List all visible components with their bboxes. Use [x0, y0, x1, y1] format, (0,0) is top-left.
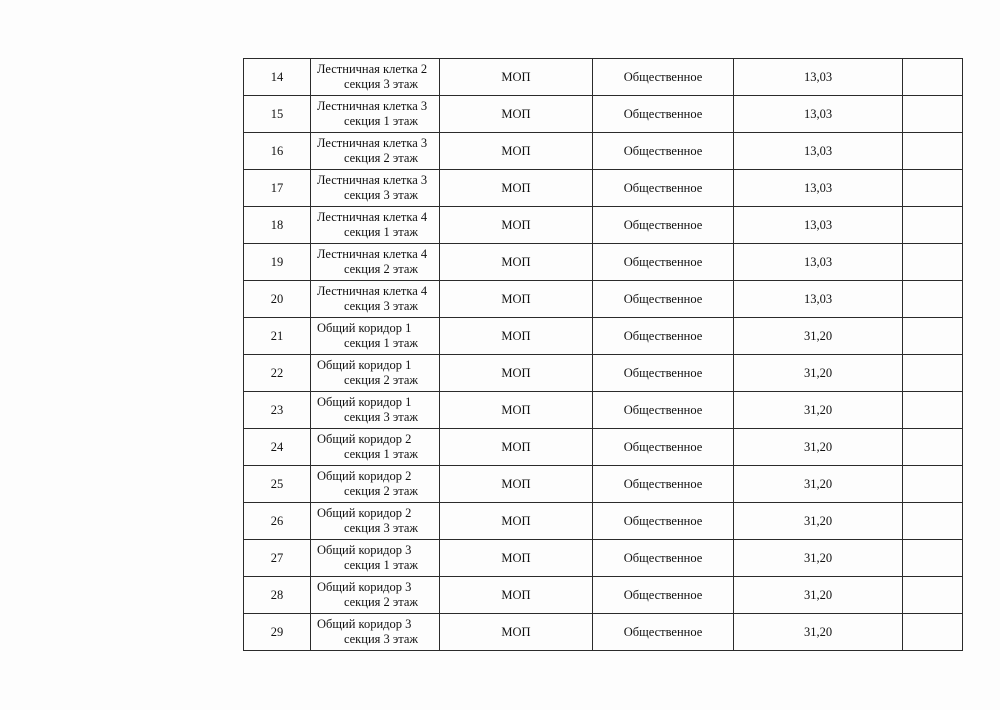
cell-name-line2: секция 1 этаж: [343, 225, 419, 239]
cell-number: 15: [244, 96, 311, 133]
cell-name-line1: Лестничная клетка 4: [317, 284, 428, 299]
cell-number: 27: [244, 540, 311, 577]
table-row: [244, 503, 963, 540]
cell-area: 13,03: [734, 96, 903, 133]
cell-note: [903, 96, 963, 133]
cell-note: [903, 170, 963, 207]
cell-name-line1: Общий коридор 2: [317, 506, 412, 521]
cell-type: МОП: [440, 577, 593, 614]
table-row: [244, 59, 963, 96]
cell-name-line1: Лестничная клетка 4: [317, 210, 428, 225]
cell-area: 31,20: [734, 503, 903, 540]
table-row: [244, 614, 963, 651]
table-row: [244, 318, 963, 355]
cell-purpose: Общественное: [593, 466, 734, 503]
cell-purpose: Общественное: [593, 429, 734, 466]
cell-type: МОП: [440, 392, 593, 429]
cell-type: МОП: [440, 281, 593, 318]
cell-name: [311, 614, 440, 651]
cell-note: [903, 577, 963, 614]
cell-type: МОП: [440, 429, 593, 466]
cell-purpose: Общественное: [593, 281, 734, 318]
cell-type: МОП: [440, 170, 593, 207]
cell-name-line1: Лестничная клетка 2: [317, 62, 428, 77]
cell-name-line1: Лестничная клетка 3: [317, 136, 428, 151]
table-row: [244, 392, 963, 429]
cell-note: [903, 540, 963, 577]
cell-type: МОП: [440, 540, 593, 577]
cell-number: 20: [244, 281, 311, 318]
table-row: [244, 577, 963, 614]
table-row: [244, 281, 963, 318]
cell-purpose: Общественное: [593, 503, 734, 540]
cell-note: [903, 614, 963, 651]
cell-note: [903, 503, 963, 540]
cell-name-line2: секция 2 этаж: [343, 373, 419, 387]
table-row: [244, 355, 963, 392]
cell-type: МОП: [440, 59, 593, 96]
cell-name-line1: Общий коридор 1: [317, 395, 412, 410]
cell-number: 25: [244, 466, 311, 503]
cell-area: 13,03: [734, 244, 903, 281]
cell-name-line2: секция 3 этаж: [343, 632, 419, 646]
cell-number: 14: [244, 59, 311, 96]
cell-name-line1: Лестничная клетка 3: [317, 99, 428, 114]
cell-note: [903, 466, 963, 503]
cell-name-line2: секция 1 этаж: [343, 447, 419, 461]
cell-name: [311, 244, 440, 281]
cell-type: МОП: [440, 355, 593, 392]
cell-area: 31,20: [734, 355, 903, 392]
cell-name: [311, 318, 440, 355]
cell-name-line2: секция 3 этаж: [343, 521, 419, 535]
cell-name: [311, 133, 440, 170]
cell-type: МОП: [440, 244, 593, 281]
cell-name-line1: Общий коридор 2: [317, 469, 412, 484]
cell-name: [311, 429, 440, 466]
cell-number: 28: [244, 577, 311, 614]
cell-name: [311, 540, 440, 577]
cell-number: 21: [244, 318, 311, 355]
cell-name-line2: секция 1 этаж: [343, 558, 419, 572]
cell-purpose: Общественное: [593, 355, 734, 392]
cell-type: МОП: [440, 614, 593, 651]
cell-name: [311, 96, 440, 133]
cell-name-line1: Лестничная клетка 3: [317, 173, 428, 188]
cell-purpose: Общественное: [593, 59, 734, 96]
cell-note: [903, 59, 963, 96]
cell-area: 31,20: [734, 540, 903, 577]
cell-number: 26: [244, 503, 311, 540]
cell-type: МОП: [440, 466, 593, 503]
cell-name-line2: секция 2 этаж: [343, 484, 419, 498]
cell-name-line1: Общий коридор 1: [317, 358, 412, 373]
table-row: [244, 540, 963, 577]
cell-number: 17: [244, 170, 311, 207]
premises-table-container: [243, 58, 956, 651]
cell-name: [311, 170, 440, 207]
cell-name-line1: Общий коридор 3: [317, 617, 412, 632]
table-row: [244, 466, 963, 503]
table-row: [244, 96, 963, 133]
cell-name-line1: Общий коридор 3: [317, 580, 412, 595]
table-row: [244, 429, 963, 466]
cell-name: [311, 355, 440, 392]
cell-area: 13,03: [734, 59, 903, 96]
cell-purpose: Общественное: [593, 318, 734, 355]
cell-name-line1: Общий коридор 2: [317, 432, 412, 447]
cell-note: [903, 355, 963, 392]
cell-type: МОП: [440, 318, 593, 355]
cell-note: [903, 429, 963, 466]
cell-area: 31,20: [734, 466, 903, 503]
cell-name: [311, 466, 440, 503]
cell-area: 13,03: [734, 170, 903, 207]
cell-purpose: Общественное: [593, 540, 734, 577]
cell-note: [903, 207, 963, 244]
cell-type: МОП: [440, 207, 593, 244]
cell-purpose: Общественное: [593, 614, 734, 651]
cell-name-line2: секция 2 этаж: [343, 151, 419, 165]
cell-note: [903, 281, 963, 318]
cell-name-line2: секция 1 этаж: [343, 336, 419, 350]
cell-note: [903, 392, 963, 429]
cell-name: [311, 392, 440, 429]
cell-area: 13,03: [734, 133, 903, 170]
cell-name-line2: секция 3 этаж: [343, 188, 419, 202]
cell-purpose: Общественное: [593, 207, 734, 244]
cell-area: 31,20: [734, 577, 903, 614]
cell-type: МОП: [440, 133, 593, 170]
cell-name-line1: Общий коридор 3: [317, 543, 412, 558]
cell-area: 31,20: [734, 318, 903, 355]
cell-name-line2: секция 2 этаж: [343, 595, 419, 609]
table-body: [244, 59, 963, 651]
cell-number: 29: [244, 614, 311, 651]
cell-name: [311, 207, 440, 244]
cell-number: 19: [244, 244, 311, 281]
cell-note: [903, 133, 963, 170]
cell-note: [903, 318, 963, 355]
cell-name-line2: секция 3 этаж: [343, 77, 419, 91]
cell-name-line1: Общий коридор 1: [317, 321, 412, 336]
cell-area: 31,20: [734, 429, 903, 466]
cell-name: [311, 59, 440, 96]
cell-number: 22: [244, 355, 311, 392]
cell-purpose: Общественное: [593, 392, 734, 429]
cell-name-line2: секция 3 этаж: [343, 299, 419, 313]
cell-number: 24: [244, 429, 311, 466]
cell-area: 13,03: [734, 207, 903, 244]
cell-name-line2: секция 2 этаж: [343, 262, 419, 276]
cell-purpose: Общественное: [593, 96, 734, 133]
cell-type: МОП: [440, 96, 593, 133]
cell-number: 23: [244, 392, 311, 429]
table-row: [244, 244, 963, 281]
cell-area: 31,20: [734, 614, 903, 651]
table-row: [244, 133, 963, 170]
cell-name-line2: секция 1 этаж: [343, 114, 419, 128]
table-row: [244, 170, 963, 207]
cell-purpose: Общественное: [593, 244, 734, 281]
cell-type: МОП: [440, 503, 593, 540]
cell-name-line2: секция 3 этаж: [343, 410, 419, 424]
table-row: [244, 207, 963, 244]
cell-purpose: Общественное: [593, 133, 734, 170]
cell-name: [311, 577, 440, 614]
cell-purpose: Общественное: [593, 577, 734, 614]
cell-name: [311, 281, 440, 318]
cell-number: 16: [244, 133, 311, 170]
premises-table: [243, 58, 963, 651]
cell-purpose: Общественное: [593, 170, 734, 207]
cell-name: [311, 503, 440, 540]
cell-area: 31,20: [734, 392, 903, 429]
cell-note: [903, 244, 963, 281]
cell-name-line1: Лестничная клетка 4: [317, 247, 428, 262]
cell-number: 18: [244, 207, 311, 244]
cell-area: 13,03: [734, 281, 903, 318]
